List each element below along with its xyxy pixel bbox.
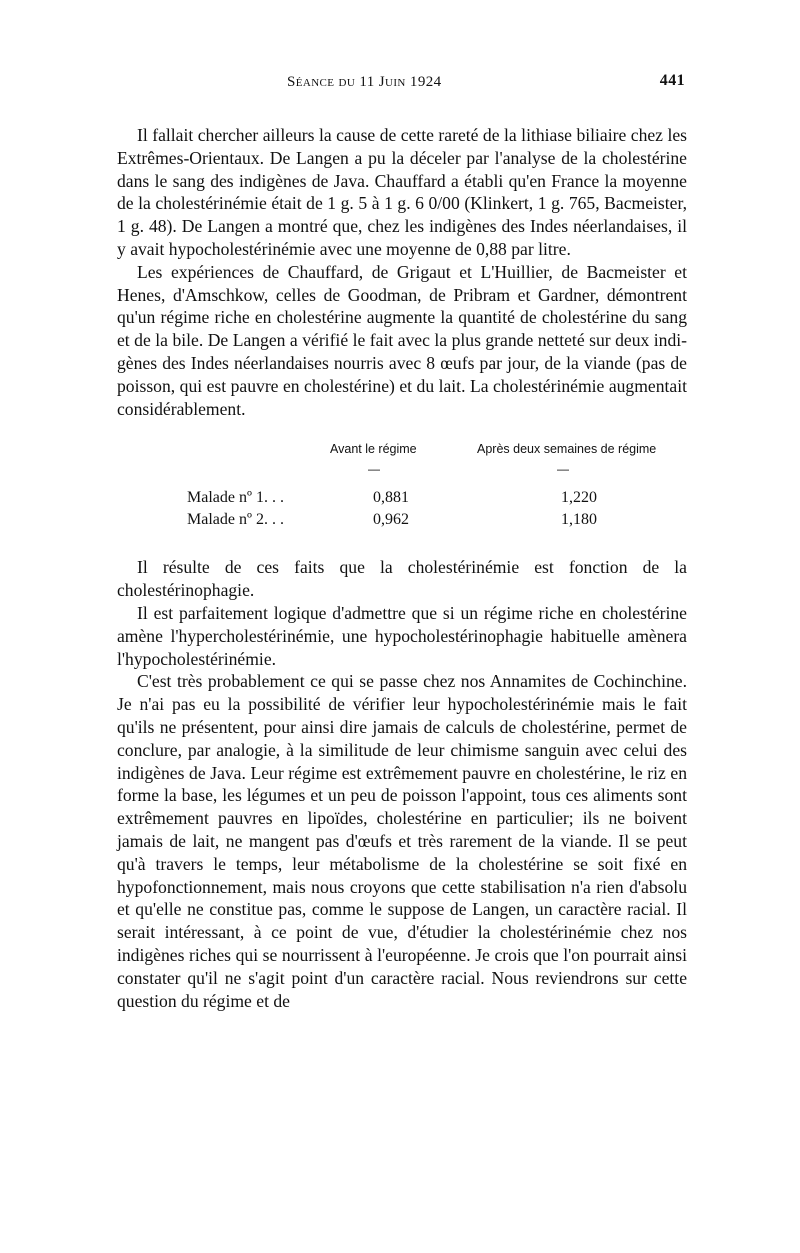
cholesterol-table	[117, 442, 687, 538]
document-page	[117, 72, 687, 1012]
row-value-before: 0,962	[373, 511, 409, 529]
row-value-before: 0,881	[373, 489, 409, 507]
row-label: Malade nº 1. . .	[187, 489, 284, 507]
paragraph-3: Il résulte de ces faits que la cholestérinémie est fonction de la cholestérinophagie.	[117, 557, 687, 601]
table-header-before: Avant le régime	[330, 442, 417, 457]
table-dash-before: —	[368, 462, 380, 477]
running-head	[117, 72, 687, 102]
paragraph-2: Les expériences de Chauffard, de Grigaut et L'Huillier, de Bacmeister et Henes, d'Amschkow, celles de Goodman, de Pribram et Gardner, démontrent qu'un régime riche en cholestérine augmente la quantité de cholestérine du sang et de la bile. De Langen a vérifié le fait avec la plus grande netteté sur deux indigènes des Indes néerlandaises nourris avec 8 œufs par jour, de la viande (pas de poisson, qui est pauvre en cholestérine) et du lait. La cholestérinémie augmentait considérablement.	[117, 261, 687, 419]
paragraph-1: Il fallait chercher ailleurs la cause de cette rareté de la lithiase biliaire chez les Extrêmes-Orientaux. De Langen a pu la déceler par l'analyse de la cholestérine dans le sang des indigènes de Java. Chauffard a établi qu'en France la moyenne de la cholestérinémie était de 1 g. 5 à 1 g. 6 0/00 (Klinkert, 1 g. 765, Bacmeister, 1 g. 48). De Langen a montré que, chez les indigènes des Indes néerlandaises, il y avait hypocholestérinémie avec une moyenne de 0,88 par litre.	[117, 125, 687, 259]
paragraph-4: Il est parfaitement logique d'admettre que si un régime riche en cholestérine amène l'hypercholestérinémie, une hypocholestérinophagie habituelle amènera l'hypocholestérinémie.	[117, 602, 687, 669]
table-dash-after: —	[557, 462, 569, 477]
row-value-after: 1,180	[561, 511, 597, 529]
table-header-after: Après deux semaines de régime	[477, 442, 657, 457]
row-label: Malade nº 2. . .	[187, 511, 284, 529]
page-number: 441	[659, 72, 685, 89]
paragraph-5: C'est très probablement ce qui se passe chez nos Annamites de Cochinchine. Je n'ai pas eu la possibilité de vérifier leur hypocholestérinémie mais le fait qu'ils ne présentent, pour ainsi dire jamais de calculs de cholestérine, permet de conclure, par analogie, à la similitude de leur chimisme sanguin avec celui des indigènes de Java. Leur régime est extrêmement pauvre en cholestérine, le riz en forme la base, les légumes et un peu de poisson l'appoint, tous ces aliments sont extrêmement pauvres en lipoïdes, cholestérine en particulier; ils ne boivent jamais de lait, ne mangent pas d'œufs et très rarement de la viande. Il se peut qu'à travers le temps, leur métabolisme de la cholestérine se soit fixé en hypofonctionnement, mais nous croyons que cette stabilisation n'a rien d'absolu et qu'elle ne constitue pas, comme le suppose de Langen, un caractère racial. Il serait intéressant, à ce point de vue, d'étudier la cholestérinémie chez nos indigènes riches qui se nourrissent à l'européenne. Je crois que l'on pourrait ainsi constater qu'il ne s'agit point d'un caractère racial. Nous reviendrons sur cette question du régime et de	[117, 671, 687, 1011]
row-value-after: 1,220	[561, 489, 597, 507]
running-head-title: Séance du 11 Juin 1924	[287, 74, 442, 90]
